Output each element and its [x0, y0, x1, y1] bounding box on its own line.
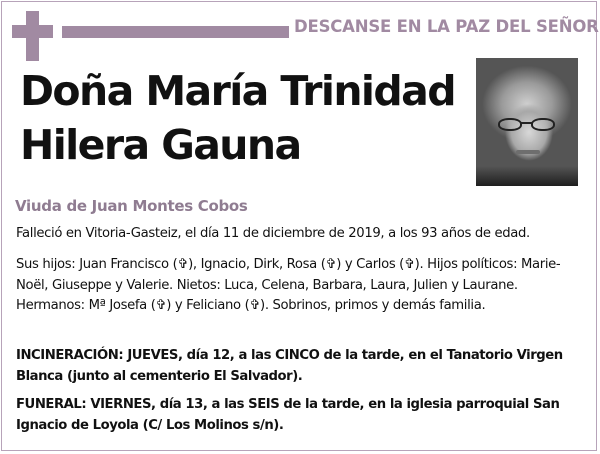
widow-line: Viuda de Juan Montes Cobos — [15, 197, 248, 215]
cremation-text: INCINERACIÓN: JUEVES, día 12, a las CINCO de la tarde, en el Tanatorio Virgen Blanca (junto al cementerio El Salvador). — [16, 348, 563, 384]
funeral-text: FUNERAL: VIERNES, día 13, a las SEIS de la tarde, en la iglesia parroquial San Ignacio de Loyola (C/ Los Molinos s/n). — [16, 397, 560, 433]
deceased-name — [20, 64, 470, 172]
shoulders-shape — [476, 166, 578, 186]
portrait-photo — [476, 58, 578, 186]
death-notice-text: Falleció en Vitoria-Gasteiz, el día 11 de diciembre de 2019, a los 93 años de edad. — [16, 226, 530, 241]
name-line-1: Doña María Trinidad — [20, 67, 455, 115]
header-band — [62, 26, 289, 38]
family-text: Sus hijos: Juan Francisco (✞), Ignacio, Dirk, Rosa (✞) y Carlos (✞). Hijos políticos: Marie-Noël, Giuseppe y Valerie. Nietos: Luca, Celena, Barbara, Laura, Julien y Laurane. Hermanos: Mª Josefa (✞) y Feliciano (✞). Sobrinos, primos y demás familia. — [16, 257, 561, 313]
name-line-2: Hilera Gauna — [20, 121, 301, 169]
glasses-shape — [498, 118, 558, 132]
mouth-shape — [516, 150, 540, 154]
cross-icon-bar — [12, 25, 53, 38]
header-banner: DESCANSE EN LA PAZ DEL SEÑOR — [294, 17, 599, 36]
